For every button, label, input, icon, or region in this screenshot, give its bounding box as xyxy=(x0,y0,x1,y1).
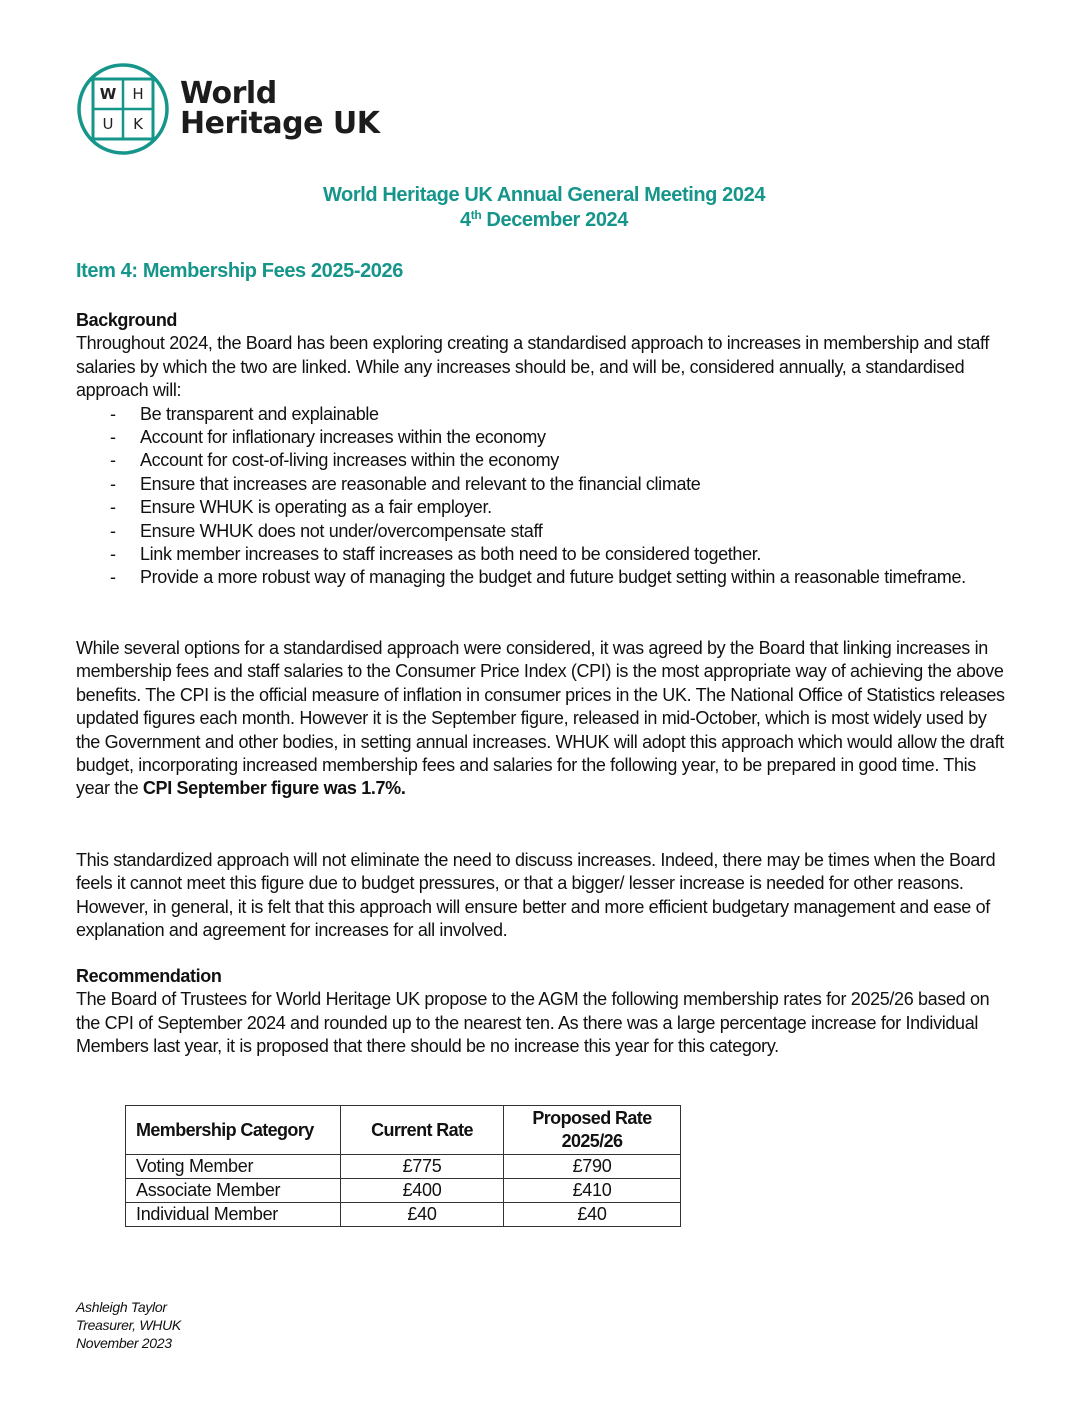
logo-mark-icon xyxy=(76,62,170,156)
header-membership-category: Membership Category xyxy=(126,1106,341,1155)
logo-letter-w: W xyxy=(99,85,117,103)
meeting-title-line: World Heritage UK Annual General Meeting 2024 xyxy=(322,184,766,206)
table-header-row xyxy=(126,1106,681,1155)
list-item-text: Account for cost-of-living increases within the economy xyxy=(140,450,559,471)
logo-letter-u: U xyxy=(102,115,114,133)
background-heading: Background xyxy=(76,310,178,330)
logo-letter-h: H xyxy=(132,85,144,103)
dash-bullet-icon: - xyxy=(110,497,116,518)
list-item-text: Ensure that increases are reasonable and relevant to the financial climate xyxy=(140,473,701,494)
dash-bullet-icon: - xyxy=(110,567,116,588)
list-item xyxy=(76,496,1011,519)
dash-bullet-icon: - xyxy=(110,544,116,565)
list-item-text: Ensure WHUK is operating as a fair employer. xyxy=(140,497,492,518)
signatory-name: Ashleigh Taylor xyxy=(76,1299,167,1315)
current-rate-cell: £400 xyxy=(341,1179,504,1203)
dash-bullet-icon: - xyxy=(110,473,116,494)
logo-wordmark xyxy=(180,76,380,141)
table-row xyxy=(126,1203,681,1227)
category-cell: Voting Member xyxy=(126,1155,341,1179)
list-item xyxy=(76,403,1011,426)
current-rate-cell: £775 xyxy=(341,1155,504,1179)
proposed-rate-cell: £790 xyxy=(504,1155,681,1179)
list-item-text: Ensure WHUK does not under/overcompensate staff xyxy=(140,520,543,541)
dash-bullet-icon: - xyxy=(110,403,116,424)
signature-block xyxy=(76,1298,181,1352)
recommendation-heading: Recommendation xyxy=(76,966,222,986)
proposed-rate-cell: £410 xyxy=(504,1179,681,1203)
recommendation-text: The Board of Trustees for World Heritage UK propose to the AGM the following membership rates for 2025/26 based on the CPI of September 2024 and rounded up to the nearest ten. As there was a large percentage increase for Individual Members last year, it is proposed that there should be no increase this year for this category. xyxy=(76,989,990,1057)
list-item xyxy=(76,473,1011,496)
list-item xyxy=(76,566,1011,589)
recommendation-section xyxy=(76,965,1011,1059)
header-proposed-rate: Proposed Rate 2025/26 xyxy=(504,1106,681,1155)
list-item xyxy=(76,449,1011,472)
list-item-text: Account for inflationary increases within the economy xyxy=(140,427,546,448)
benefits-list xyxy=(76,403,1011,590)
signature-date: November 2023 xyxy=(76,1335,172,1351)
date-month-year: December 2024 xyxy=(481,209,628,231)
meeting-title xyxy=(0,183,1088,233)
proposed-rate-cell: £40 xyxy=(504,1203,681,1227)
cpi-figure-highlight: CPI September figure was 1.7%. xyxy=(142,778,406,799)
cpi-paragraph-text xyxy=(76,637,1011,801)
date-ordinal-suffix: th xyxy=(470,208,482,222)
header-current-rate: Current Rate xyxy=(341,1106,504,1155)
approach-paragraph-text: This standardized approach will not eliminate the need to discuss increases. Indeed, there may be times when the Board feels it cannot meet this figure due to budget pressures, or that a bigger/ lesser increase is needed for other reasons. However, in general, it is felt that this approach will ensure better and more efficient budgetary management and ease of explanation and agreement for increases for all involved. xyxy=(76,850,996,941)
list-item-text: Be transparent and explainable xyxy=(140,403,379,424)
date-day: 4 xyxy=(460,209,471,231)
approach-paragraph xyxy=(76,849,1011,943)
cpi-paragraph-main: While several options for a standardised approach were considered, it was agreed by the Board that linking increases in membership fees and staff salaries to the Consumer Price Index (CPI) is the most appropriate way of achieving the above benefits. The CPI is the official measure of inflation in consumer prices in the UK. The National Office of Statistics releases updated figures each month. However it is the September figure, released in mid-October, which is most widely used by the Government and other bodies, in setting annual increases. WHUK will adopt this approach which would allow the draft budget, incorporating increased membership fees and salaries for the following year, to be prepared in good time. This year the xyxy=(76,638,1005,799)
logo-text-line1: World xyxy=(180,76,277,111)
signatory-role: Treasurer, WHUK xyxy=(76,1317,181,1333)
background-intro: Throughout 2024, the Board has been exploring creating a standardised approach to increases in membership and staff salaries by which the two are linked. While any increases should be, and will be, considered annually, a standardised approach will: xyxy=(76,333,990,401)
logo-text-line2: Heritage UK xyxy=(180,106,380,141)
dash-bullet-icon: - xyxy=(110,427,116,448)
table-row xyxy=(126,1179,681,1203)
background-section xyxy=(76,309,1011,590)
meeting-date xyxy=(0,208,1088,233)
list-item-text: Link member increases to staff increases as both need to be considered together. xyxy=(140,544,762,565)
whuk-logo xyxy=(76,62,380,156)
category-cell: Individual Member xyxy=(126,1203,341,1227)
table-row xyxy=(126,1155,681,1179)
dash-bullet-icon: - xyxy=(110,520,116,541)
list-item xyxy=(76,520,1011,543)
logo-letter-k: K xyxy=(133,115,143,133)
list-item xyxy=(76,426,1011,449)
item-heading: Item 4: Membership Fees 2025-2026 xyxy=(76,260,403,282)
membership-fees-table xyxy=(125,1105,681,1227)
category-cell: Associate Member xyxy=(126,1179,341,1203)
list-item-text: Provide a more robust way of managing the budget and future budget setting within a reasonable timeframe. xyxy=(140,567,966,588)
dash-bullet-icon: - xyxy=(110,450,116,471)
cpi-paragraph xyxy=(76,637,1011,801)
current-rate-cell: £40 xyxy=(341,1203,504,1227)
list-item xyxy=(76,543,1011,566)
